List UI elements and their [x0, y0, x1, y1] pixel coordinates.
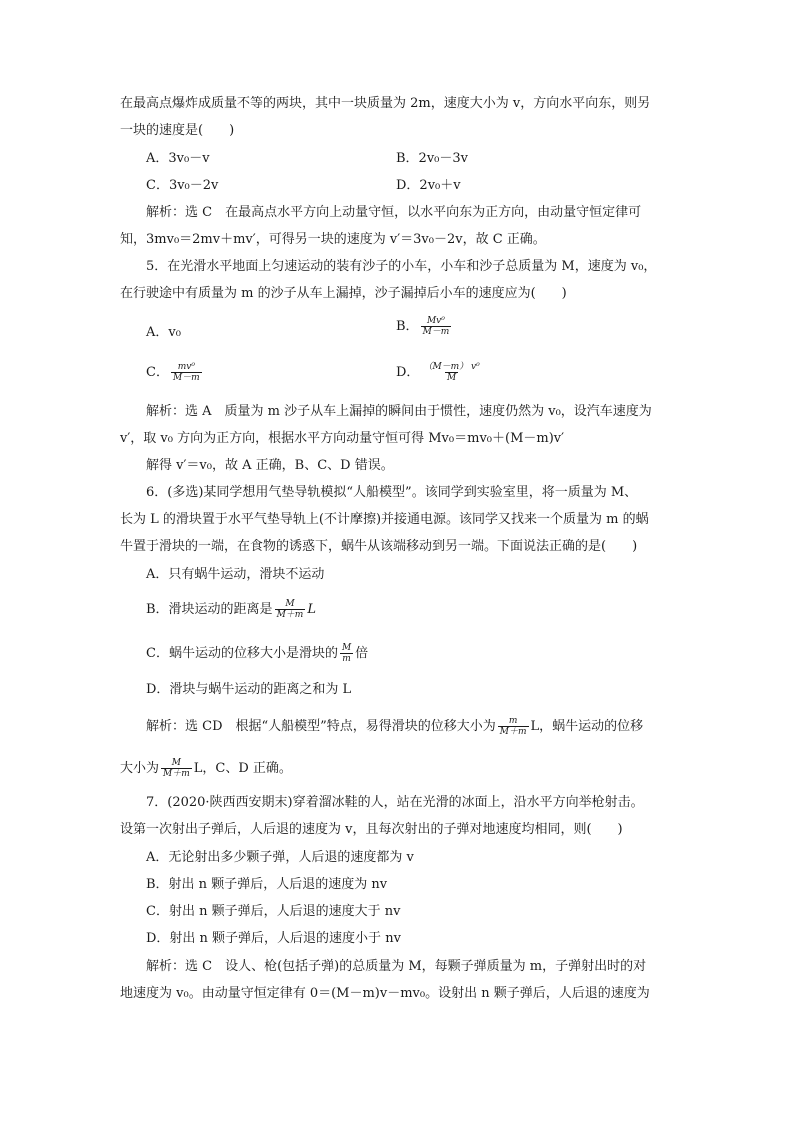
q6-solution-line2 [120, 758, 684, 779]
q6-option-b-text: B．滑块运动的距离是 [146, 602, 273, 617]
q4-option-b: B．2v₀－3v [396, 151, 468, 166]
q4-option-c: C．3v₀－2v [146, 178, 219, 193]
q4-option-a: A．3v₀－v [146, 151, 210, 166]
q6-stem-line2: 长为 L 的滑块置于水平气垫导轨上(不计摩擦)并接通电源。该同学又找来一个质量为 m 的蜗 [120, 512, 649, 527]
q6-solution-line1 [146, 716, 684, 737]
q6-solution-end: L，C、D 正确。 [193, 761, 292, 776]
q4-solution-line2: 知，3mv₀＝2mv＋mv′，可得另一块的速度为 v′＝3v₀－2v，故 C 正确。 [120, 232, 546, 247]
q5-option-b [396, 316, 453, 337]
q6-stem-line3: 牛置于滑块的一端，在食物的诱惑下，蜗牛从该端移动到另一端。下面说法正确的是( ) [120, 539, 638, 554]
q4-option-d: D．2v₀＋v [396, 178, 461, 193]
q6-solution-text-2: 大小为 [120, 761, 160, 776]
q7-option-d: D．射出 n 颗子弹后，人后退的速度小于 nv [146, 931, 401, 946]
q5-option-d-label: D． [396, 365, 420, 380]
fraction-denominator: M－m [422, 327, 450, 337]
q4-stem-line1: 在最高点爆炸成质量不等的两块，其中一块质量为 2m，速度大小为 v，方向水平向东，则另 [120, 96, 651, 111]
q4-stem-line2: 一块的速度是( ) [120, 123, 235, 138]
q7-stem-line2: 设第一次射出子弹后，人后退的速度为 v，且每次射出的子弹对地速度均相同，则( ) [120, 822, 623, 837]
fraction-denominator: m [342, 654, 351, 664]
fraction-denominator: M－m [172, 373, 200, 383]
q6-solution-mid: L，蜗牛运动的位移 [530, 719, 644, 734]
q7-solution-line2: 地速度为 v₀。由动量守恒定律有 0＝(M－m)v－mv₀。设射出 n 颗子弹后，人后退的速度为 [120, 986, 650, 1001]
q6-solution-fraction-1 [498, 716, 529, 737]
q5-stem-line2: 在行驶途中有质量为 m 的沙子从车上漏掉，沙子漏掉后小车的速度应为( ) [120, 286, 567, 301]
fraction-numerator: M [341, 643, 352, 653]
q4-solution-line1: 解析：选 C 在最高点水平方向上动量守恒，以水平向东为正方向，由动量守恒定律可 [146, 205, 642, 220]
q5-option-d [396, 362, 484, 383]
q5-option-a: A．v₀ [146, 325, 181, 340]
q6-option-c [146, 643, 368, 664]
q7-stem-line1: 7．(2020·陕西西安期末)穿着溜冰鞋的人，站在光滑的冰面上，沿水平方向举枪射击。 [146, 795, 644, 810]
q6-solution-fraction-2 [161, 758, 192, 779]
q6-option-b-fraction [275, 599, 306, 620]
q7-solution-line1: 解析：选 C 设人、枪(包括子弹)的总质量为 M，每颗子弹质量为 m，子弹射出时的对 [146, 959, 647, 974]
fraction-numerator: M [285, 599, 295, 609]
q6-solution-text: 解析：选 CD 根据“人船模型”特点，易得滑块的位移大小为 [146, 719, 496, 734]
q6-option-a: A．只有蜗牛运动，滑块不运动 [146, 567, 325, 582]
fraction-denominator: M [446, 373, 457, 383]
q5-option-d-fraction [421, 362, 481, 383]
q5-option-b-label: B． [396, 319, 419, 334]
q7-option-c: C．射出 n 颗子弹后，人后退的速度大于 nv [146, 904, 401, 919]
q6-stem-line1: 6．(多选)某同学想用气垫导轨模拟“人船模型”。该同学到实验室里，将一质量为 M、 [146, 485, 638, 500]
fraction-denominator: M＋m [499, 727, 527, 737]
q6-option-c-fraction [340, 643, 353, 664]
q6-option-c-text: C．蜗牛运动的位移大小是滑块的 [146, 646, 338, 661]
q5-solution-line3: 解得 v′＝v₀，故 A 正确，B、C、D 错误。 [146, 458, 394, 473]
fraction-numerator: m [508, 716, 518, 726]
q5-solution-line2: v′，取 v₀ 方向为正方向，根据水平方向动量守恒可得 Mv₀＝mv₀＋(M－m)v′ [120, 431, 565, 446]
q5-option-b-fraction [421, 316, 452, 337]
fraction-numerator: Mv⁰ [426, 316, 445, 326]
q5-option-c [146, 362, 204, 383]
fraction-numerator: mv⁰ [177, 362, 195, 372]
q6-option-d: D．滑块与蜗牛运动的距离之和为 L [146, 682, 352, 697]
fraction-denominator: M＋m [276, 610, 304, 620]
q6-option-b [146, 599, 316, 620]
q6-option-c-suffix: 倍 [355, 646, 369, 661]
fraction-denominator: M＋m [163, 769, 190, 779]
q5-option-c-fraction [171, 362, 202, 383]
q6-option-b-suffix: L [307, 602, 316, 617]
q5-stem-line1: 5．在光滑水平地面上匀速运动的装有沙子的小车，小车和沙子总质量为 M，速度为 v₀， [146, 259, 657, 274]
fraction-numerator: （M－m） v⁰ [423, 362, 480, 372]
q5-option-c-label: C． [146, 365, 169, 380]
fraction-numerator: M [171, 758, 181, 768]
q7-option-b: B．射出 n 颗子弹后，人后退的速度为 nv [146, 877, 388, 892]
q7-option-a: A．无论射出多少颗子弹，人后退的速度都为 v [146, 850, 414, 865]
q5-solution-line1: 解析：选 A 质量为 m 沙子从车上漏掉的瞬间由于惯性，速度仍然为 v₀，设汽车速度为 [146, 404, 652, 419]
